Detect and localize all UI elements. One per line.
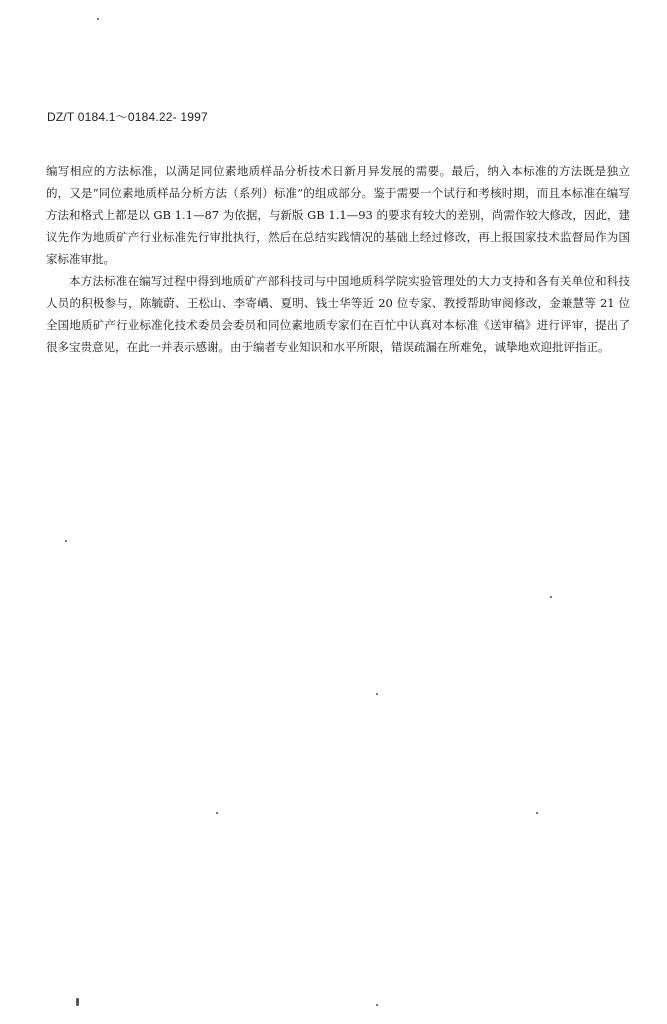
scan-speck xyxy=(536,812,538,814)
scan-speck xyxy=(97,18,99,20)
body-text xyxy=(46,160,630,358)
scan-speck xyxy=(216,812,218,814)
paragraph-continuation: 编写相应的方法标准，以满足同位素地质样品分析技术日新月异发展的需要。最后，纳入本标准的方法既是独立的，又是“同位素地质样品分析方法（系列）标准”的组成部分。鉴于需要一个试行和考核时期，而且本标准在编写方法和格式上都是以 GB 1.1—87 为依据，与新版 GB 1.1—93 的要求有较大的差别，尚需作较大修改，因此，建议先作为地质矿产行业标准先行审批执行，然后在总结实践情况的基础上经过修改，再上报国家技术监督局作为国家标准审批。 xyxy=(46,164,630,266)
standard-code-header: DZ/T 0184.1～0184.22- 1997 xyxy=(47,110,208,124)
scan-speck xyxy=(376,693,378,695)
scan-speck xyxy=(65,540,67,542)
scan-speck xyxy=(550,596,552,598)
scan-speck xyxy=(376,1004,378,1006)
paragraph-acknowledgement: 本方法标准在编写过程中得到地质矿产部科技司与中国地质科学院实验管理处的大力支持和各有关单位和科技人员的积极参与，陈毓蔚、王松山、李寄嵎、夏明、钱士华等近 20 位专家、教授帮助审阅修改，金兼慧等 21 位全国地质矿产行业标准化技术委员会委员和同位素地质专家们在百忙中认真对本标准《送审稿》进行评审，提出了很多宝贵意见，在此一并表示感谢。由于编者专业知识和水平所限，错误疏漏在所难免，诚挚地欢迎批评指正。 xyxy=(46,274,630,354)
scan-speck xyxy=(76,998,79,1006)
